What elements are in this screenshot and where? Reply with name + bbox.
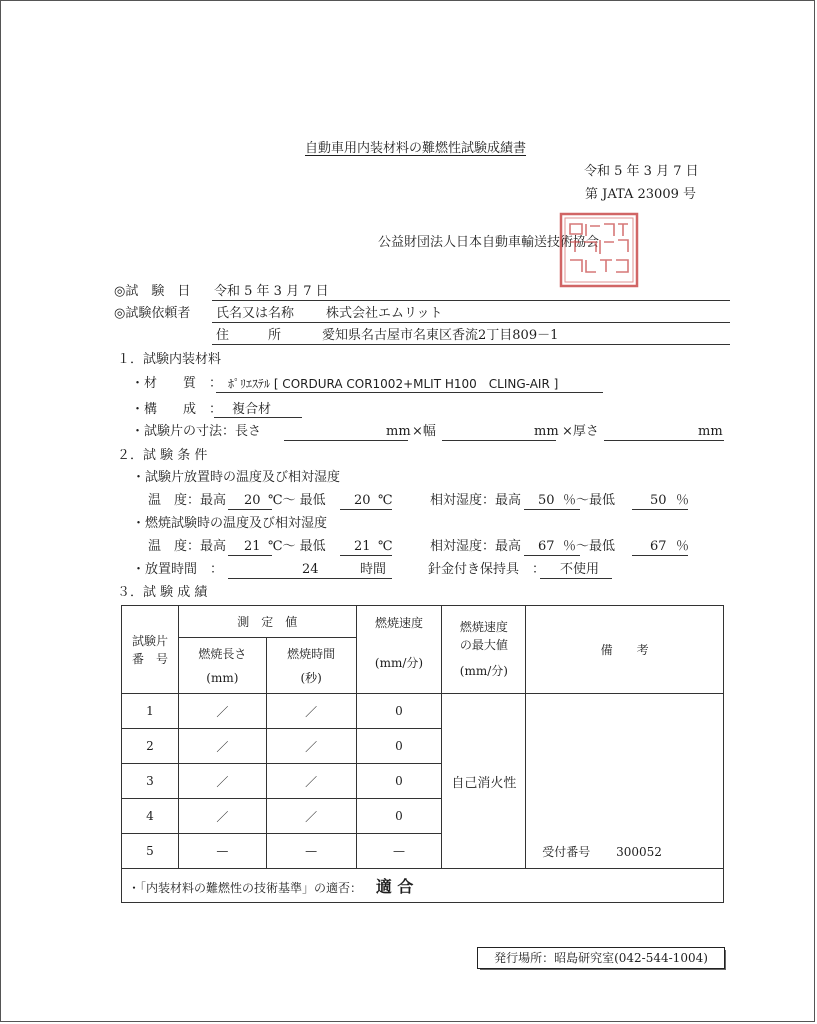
official-seal-stamp [558,210,640,290]
client-address: 愛知県名古屋市名東区香流2丁目809－1 [322,328,559,343]
structure-value: 複合材 [232,402,272,417]
cond2-temp-min: 21 [354,539,371,554]
cond2-humidity-max: 67 [538,539,555,554]
document-title: 自動車用内装材料の難燃性試験成績書 [305,141,527,156]
width-unit: mm [534,424,559,439]
client-name: 株式会社エムリット [326,306,443,321]
cond1-temp-unit: ℃ [378,493,393,508]
table-row-1-speed: 0 [356,694,442,729]
header-specimen-line1: 試験片 [131,633,168,648]
table-row-3-time: ／ [266,764,356,799]
document-number: 第 JATA 23009 号 [585,187,696,202]
header-time [266,638,356,694]
cond1-humidity-unit: ％ [676,493,690,508]
width-label: ×幅 [412,424,436,439]
cond2-temp-max: 21 [244,539,261,554]
holder-value: 不使用 [560,562,600,577]
cond2-temp-unit: ℃ [378,539,393,554]
table-row-3-length: ／ [178,764,266,799]
max-speed-value: 自己消火性 [442,694,526,869]
table-row-1-length: ／ [178,694,266,729]
header-length [178,638,266,694]
table-row-2-no: 2 [122,729,179,764]
thickness-label: ×厚さ [562,424,599,439]
material-label: ・材 質 ： [131,376,223,391]
header-max-speed [442,606,526,694]
table-row-3-no: 3 [122,764,179,799]
receipt-label: 受付番号 [542,845,591,859]
issuing-office: 発行場所：昭島研究室(042-544-1004) [477,947,725,969]
table-row-1-no: 1 [122,694,179,729]
cond1-humidity-min: 50 [650,493,667,508]
table-row-1-time: ／ [266,694,356,729]
header-speed-unit: (mm/分) [374,656,424,670]
header-specimen [122,606,179,694]
exposure-time-unit: 時間 [360,562,387,577]
table-row-2-time: ／ [266,729,356,764]
table-row-2-speed: 0 [356,729,442,764]
table-row-3-speed: 0 [356,764,442,799]
length-unit: mm [386,424,411,439]
issue-date: 令和 5 年 3 月 7 日 [584,164,699,179]
conformity-value: 適 合 [375,877,414,896]
exposure-time-value: 24 [302,562,319,577]
section3-heading: ３．試 験 成 績 [117,585,208,600]
test-date-label: ◎試 験 日 [114,284,191,299]
cond1-temp-max: 20 [244,493,261,508]
cond2-temp-label: 温 度：最高 [148,539,227,554]
table-row-5-time: — [266,834,356,869]
client-label: ◎試験依頼者 [114,306,191,321]
client-name-label: 氏名又は名称 [216,306,295,321]
cond2-temp-min-label: ℃～ 最低 [268,539,326,554]
header-length-unit: (mm) [206,670,239,685]
cond1-temp-label: 温 度：最高 [148,493,227,508]
receipt-number: 300052 [616,845,662,859]
table-row-4-length: ／ [178,799,266,834]
cond2-humidity-label: 相対湿度：最高 [430,539,522,554]
cond1-heading: ・試験片放置時の温度及び相対湿度 [132,470,341,485]
holder-label: 針金付き保持具 ： [428,562,546,577]
cond1-temp-min: 20 [354,493,371,508]
table-row-2-length: ／ [178,729,266,764]
header-remarks: 備 考 [526,606,724,694]
header-max-speed-unit: (mm/分) [459,664,508,678]
client-address-label: 住 所 [216,328,282,343]
header-max-speed-line2: の最大値 [459,638,508,652]
header-measured: 測 定 値 [178,606,356,638]
cond1-humidity-max: 50 [538,493,555,508]
header-length-title: 燃焼長さ [198,646,247,661]
header-specimen-line2: 番 号 [131,651,168,666]
table-row-5-speed: — [356,834,442,869]
cond1-temp-min-label: ℃～ 最低 [268,493,326,508]
dimensions-label: ・試験片の寸法：長さ [131,424,262,439]
test-date-value: 令和 5 年 3 月 7 日 [214,284,329,299]
cond2-humidity-min: 67 [650,539,667,554]
exposure-time-label: ・放置時間 ： [132,562,224,577]
table-row-4-no: 4 [122,799,179,834]
remarks-cell [526,694,724,869]
thickness-unit: mm [698,424,723,439]
cond1-humidity-label: 相対湿度：最高 [430,493,522,508]
table-row-5-length: — [178,834,266,869]
cond2-heading: ・燃焼試験時の温度及び相対湿度 [132,516,328,531]
cond2-humidity-unit: ％ [676,539,690,554]
header-time-unit: (秒) [300,670,322,685]
results-table [121,605,724,903]
table-row-4-speed: 0 [356,799,442,834]
issuer-name: 公益財団法人日本自動車輸送技術協会 [378,235,600,250]
header-max-speed-line1: 燃焼速度 [459,620,508,634]
table-row-4-time: ／ [266,799,356,834]
table-row-5-no: 5 [122,834,179,869]
material-value: ﾎﾟﾘｴｽﾃﾙ [ CORDURA COR1002+MLIT H100 CLING-AIR ] [228,377,559,391]
structure-label: ・構 成 ： [131,402,223,417]
section2-heading: ２．試 験 条 件 [117,448,208,463]
header-time-title: 燃焼時間 [287,646,336,661]
cond1-humidity-min-label: ％～最低 [563,493,616,508]
conformity-row [122,869,724,903]
conformity-label: ・「内装材料の難燃性の技術基準」の適否： [128,881,363,895]
cond2-humidity-min-label: ％～最低 [563,539,616,554]
section1-heading: １．試験内装材料 [117,352,222,367]
header-speed-title: 燃焼速度 [374,616,423,630]
header-speed [356,606,442,694]
